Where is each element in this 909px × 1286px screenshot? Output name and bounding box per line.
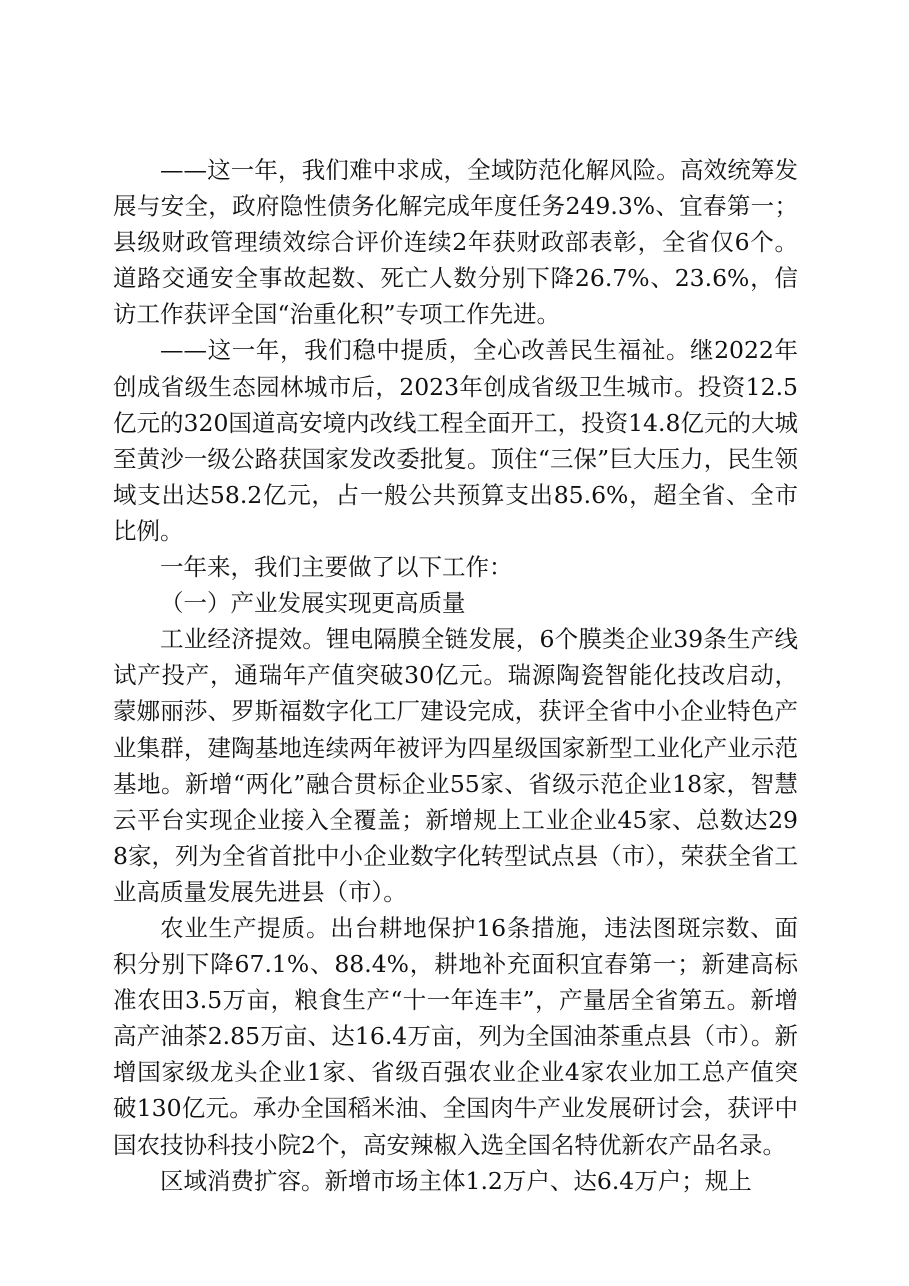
paragraph-industrial-economy: 工业经济提效。锂电隔膜全链发展，6个膜类企业39条生产线试产投产，通瑞年产值突破30亿元。瑞源陶瓷智能化技改启动，蒙娜丽莎、罗斯福数字化工厂建设完成，获评全省中小企业特色产业集群，建陶基地连续两年被评为四星级国家新型工业化产业示范基地。新增“两化”融合贯标企业55家、省级示范企业18家，智慧云平台实现企业接入全覆盖；新增规上工业企业45家、总数达298家，列为全省首批中小企业数字化转型试点县（市），荣获全省工业高质量发展先进县（市）。 bbox=[113, 625, 798, 906]
section-heading-industry: （一）产业发展实现更高质量 bbox=[160, 589, 466, 618]
document-body bbox=[113, 152, 798, 1199]
paragraph-consumption: 区域消费扩容。新增市场主体1.2万户、达6.4万户；规上 bbox=[160, 1166, 752, 1195]
paragraph-work-intro: 一年来，我们主要做了以下工作： bbox=[160, 553, 513, 582]
paragraph-agriculture: 农业生产提质。出台耕地保护16条措施，违法图斑宗数、面积分别下降67.1%、88.4%，耕地补充面积宜春第一；新建高标准农田3.5万亩，粮食生产“十一年连丰”，产量居全省第五。新增高产油茶2.85万亩、达16.4万亩，列为全国油茶重点县（市）。新增国家级龙头企业1家、省级百强农业企业4家农业加工总产值突破130亿元。承办全国稻米油、全国肉牛产业发展研讨会，获评中国农技协科技小院2个，高安辣椒入选全国名特优新农产品名录。 bbox=[113, 913, 798, 1159]
paragraph-livelihood: ——这一年，我们稳中提质，全心改善民生福祉。继2022年创成省级生态园林城市后，2023年创成省级卫生城市。投资12.5亿元的320国道高安境内改线工程全面开工，投资14.8亿元的大城至黄沙一级公路获国家发改委批复。顶住“三保”巨大压力，民生领域支出达58.2亿元，占一般公共预算支出85.6%，超全省、全市比例。 bbox=[113, 336, 798, 545]
paragraph-risk-prevention: ——这一年，我们难中求成，全域防范化解风险。高效统筹发展与安全，政府隐性债务化解完成年度任务249.3%、宜春第一；县级财政管理绩效综合评价连续2年获财政部表彰，全省仅6个。道路交通安全事故起数、死亡人数分别下降26.7%、23.6%，信访工作获评全国“治重化积”专项工作先进。 bbox=[113, 156, 798, 329]
